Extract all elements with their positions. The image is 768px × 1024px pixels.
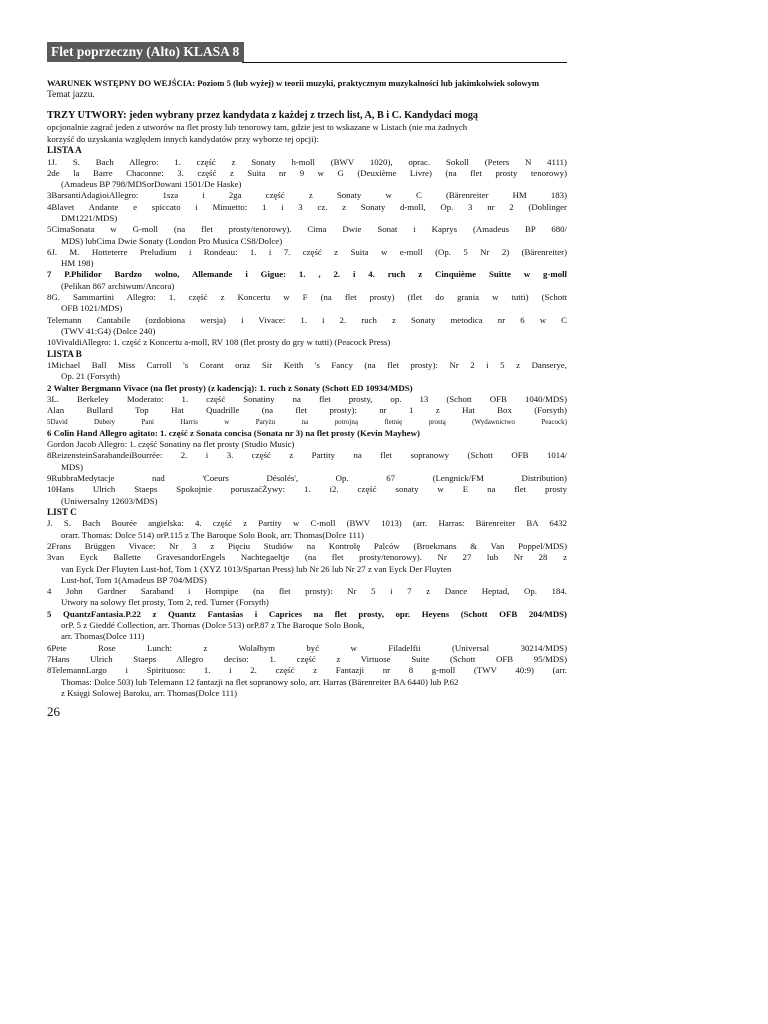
list-item-continuation: z Księgi Solowej Baroku, arr. Thomas(Dolce 111) (61, 687, 238, 698)
list-item (47, 518, 567, 541)
list-item-continuation: (TWV 41:G4) (Dolce 240) (61, 325, 156, 336)
list-item (47, 157, 567, 168)
list-item (47, 224, 567, 247)
list-item (47, 665, 567, 699)
list-item (47, 609, 567, 643)
list-item (47, 360, 567, 383)
list-item-continuation: (Pelikan 867 archiwum/Ancora) (61, 280, 175, 291)
list-item (47, 168, 567, 191)
list-item-text: 3van Eyck Ballette GravesandorEngels Nachtegaeltje (na flet prosty/tenorowy). Nr 27 lub Nr 28 z (47, 552, 567, 563)
list-item-text: 6J. M. Hotteterre Preludium i Rondeau: 1. i 7. część z Suita w e-moll (Op. 5 Nr 2) (Bärenreiter) (47, 246, 567, 257)
list-item-text: 3L. Berkeley Moderato: 1. część Sonatiny na flet prosty, op. 13 (Schott OFB 1040/MDS) (47, 393, 567, 404)
page-title: Flet poprzeczny (Alto) KLASA 8 (47, 42, 244, 62)
requirement-continuation: Temat jazzu. (47, 90, 95, 100)
list-item-text: 2 Walter Bergmann Vivace (na flet prosty) (z kadencją): 1. ruch z Sonaty (Schott ED 10934/MDS) (47, 382, 413, 393)
document-page (47, 42, 567, 699)
list-item-text: 8TelemannLargo i Spirituoso: 1. i 2. część z Fantazji nr 8 g-moll (TWV 40:9) (arr. (47, 665, 567, 676)
list-item-text: 9RubbraMedytacje nad 'Coeurs Désolés', Op. 67 (Lengnick/FM Distribution) (47, 473, 567, 484)
list-item-text: 1Michael Ball Miss Carroll 's Corant oraz Sir Keith 's Fancy (na flet prosty): Nr 2 i 5 z Danserye, (47, 360, 567, 371)
list-item-text: Alan Bullard Top Hat Quadrille (na flet prosty): nr 1 z Hat Box (Forsyth) (47, 405, 567, 416)
list-item-continuation: (Uniwersalny 12603/MDS) (61, 495, 158, 506)
list-c-heading: LIST C (47, 506, 77, 517)
list-item (47, 417, 567, 428)
list-item-text: 7 P.Philidor Bardzo wolno, Allemande i Gigue: 1. , 2. i 4. ruch z Cinquième Suitte w g-moll (47, 269, 567, 280)
list-item-continuation: HM 198) (61, 258, 94, 269)
list-item-text: J. S. Bach Bourée angielska: 4. część z Partity w C-moll (BWV 1013) (arr. Harras: Bärenreiter BA 6432 (47, 518, 567, 529)
list-item-text: 8ReizensteinSarabandeiBourrée: 2. i 3. część z Partity na flet sopranowy (Schott OFB 1014/ (47, 450, 567, 461)
title-divider (242, 62, 567, 63)
list-item-continuation: orP. 5 z Gieddé Collection, arr. Thomas (Dolce 513) orP.87 z The Baroque Solo Book, (61, 620, 365, 631)
list-item (47, 586, 567, 609)
list-item-text: 8G. Sammartini Allegro: 1. część z Koncertu w F (na flet prosty) (flet do grania w tutti) (Schott (47, 292, 567, 303)
list-item-text: 5David Dubery Pani Harris w Paryżu na potrojną fletnię prostą (Wydawnictwo Peacock) (47, 417, 567, 426)
list-item-text: 10Hans Ulrich Staeps Spokojnie poruszaćŻywy: 1. i2. część sonaty w E na flet prosty (47, 484, 567, 495)
list-item-continuation: MDS) (61, 461, 83, 472)
list-item-continuation: MDS) lubCima Dwie Sonaty (London Pro Musica CS8/Dolce) (61, 235, 283, 246)
list-item (47, 541, 567, 552)
list-item-text: 2de la Barre Chaconne: 3. część z Suita nr 9 w G (Deuxième Livre) (na flet prosty tenorowy) (47, 167, 567, 178)
list-item (47, 439, 567, 450)
list-item (47, 315, 567, 338)
list-item-text: Telemann Cantabile (ozdobiona wersja) i Vivace: 1. i 2. ruch z Sonaty metodica nr 6 w C (47, 314, 567, 325)
pieces-title: TRZY UTWORY: jeden wybrany przez kandydata z każdej z trzech list, A, B i C. Kandydaci mogą (47, 110, 479, 121)
list-a (47, 157, 567, 349)
list-item-text: 6 Colin Hand Allegro agitato: 1. część z Sonata concisa (Sonata nr 3) na flet prosty (Kevin Mayhew) (47, 427, 420, 438)
list-item-continuation: van Eyck Der Fluyten Lust-hof, Tom 1 (XYZ 1013/Spartan Press) lub Nr 26 lub Nr 27 z van Eyck Der Fluyten (61, 563, 452, 574)
pieces-subtitle-1: opcjonalnie zagrać jeden z utworów na flet prosty lub tenorowy tam, gdzie jest to wskazane w Listach (nie ma żadnych (47, 122, 468, 132)
list-item (47, 202, 567, 225)
list-item-text: 10VivaldiAllegro: 1. część z Koncertu a-moll, RV 108 (flet prosty do gry w tutti) (Peacock Press) (47, 337, 391, 348)
list-item-text: 6Pete Rose Lunch: z Wolałbym być w Filadelfii (Universal 30214/MDS) (47, 642, 567, 653)
list-item (47, 394, 567, 405)
list-item-continuation: Thomas: Dolce 503) lub Telemann 12 fantazji na flet sopranowy solo, arr. Harras (Bärenreiter BA 6440) lub P.62 (61, 676, 459, 687)
list-item (47, 428, 567, 439)
list-item-continuation: DM1221/MDS) (61, 212, 118, 223)
list-item-text: 5CimaSonata w G-moll (na flet prosty/tenorowy). Cima Dwie Sonat i Kaprys (Amadeus BP 680/ (47, 224, 567, 235)
list-item-continuation: Op. 21 (Forsyth) (61, 371, 120, 382)
list-item (47, 190, 567, 201)
list-c (47, 518, 567, 699)
list-item-continuation: OFB 1021/MDS) (61, 303, 123, 314)
list-a-heading: LISTA A (47, 145, 82, 155)
list-item-text: 4Blavet Andante e spiccato i Minuetto: 1 i 3 cz. z Sonaty d-moll, Op. 3 nr 2 (Doblinger (47, 201, 567, 212)
pieces-subtitle-2: korzyść do uzyskania względem innych kandydatów przy wyborze tej opcji): (47, 133, 319, 144)
list-item (47, 552, 567, 586)
list-item-continuation: Lust-hof, Tom 1(Amadeus BP 704/MDS) (61, 574, 207, 585)
requirement-line: WARUNEK WSTĘPNY DO WEJŚCIA: Poziom 5 (lub wyżej) w teorii muzyki, praktycznym muzykalności lub jakimkolwiek solowym (47, 78, 540, 88)
list-b (47, 360, 567, 507)
list-item (47, 292, 567, 315)
page-number: 26 (47, 704, 60, 719)
list-item-continuation: arr. Thomas(Dolce 111) (61, 631, 145, 642)
list-item-continuation: (Amadeus BP 798/MDSorDowani 1501/De Haske) (61, 179, 242, 190)
list-item (47, 269, 567, 292)
list-item-text: 2Frans Brüggen Vivace: Nr 3 z Pięciu Studiów na Kontrolę Palców (Broekmans & Van Poppel/MDS) (47, 541, 567, 551)
list-item (47, 643, 567, 654)
list-item-text: 7Hans Ulrich Staeps Allegro deciso: 1. część z Virtuose Suite (Schott OFB 95/MDS) (47, 653, 567, 664)
list-item (47, 383, 567, 394)
list-item (47, 247, 567, 270)
list-b-heading: LISTA B (47, 348, 82, 359)
list-item-text: 3BarsantiAdagioiAllegro: 1sza i 2ga część z Sonaty w C (Bärenreiter HM 183) (47, 190, 567, 201)
list-item-text: 4 John Gardner Saraband i Hornpipe (na flet prosty): Nr 5 i 7 z Dance Heptad, Op. 184. (47, 586, 567, 597)
list-item (47, 484, 567, 507)
list-item (47, 654, 567, 665)
list-item-continuation: orarr. Thomas: Dolce 514) orP.115 z The Baroque Solo Book, arr. Thomas(Dolce 111) (61, 529, 364, 540)
list-item-text: Gordon Jacob Allegro: 1. część Sonatiny na flet prosty (Studio Music) (47, 439, 295, 450)
list-item (47, 473, 567, 484)
title-row (47, 42, 567, 64)
list-item-text: 1J. S. Bach Allegro: 1. część z Sonaty h-moll (BWV 1020), oprac. Sokoll (Peters N 4111) (47, 156, 567, 167)
list-item-continuation: Utwory na solowy flet prosty, Tom 2, red. Turner (Forsyth) (61, 597, 269, 608)
list-item (47, 450, 567, 473)
list-item-text: 5 QuantzFantasia.P.22 z Quantz Fantasias i Caprices na flet prosty, opr. Heyens (Schott OFB 204/MDS) (47, 608, 567, 619)
list-item (47, 405, 567, 416)
list-item (47, 337, 567, 348)
